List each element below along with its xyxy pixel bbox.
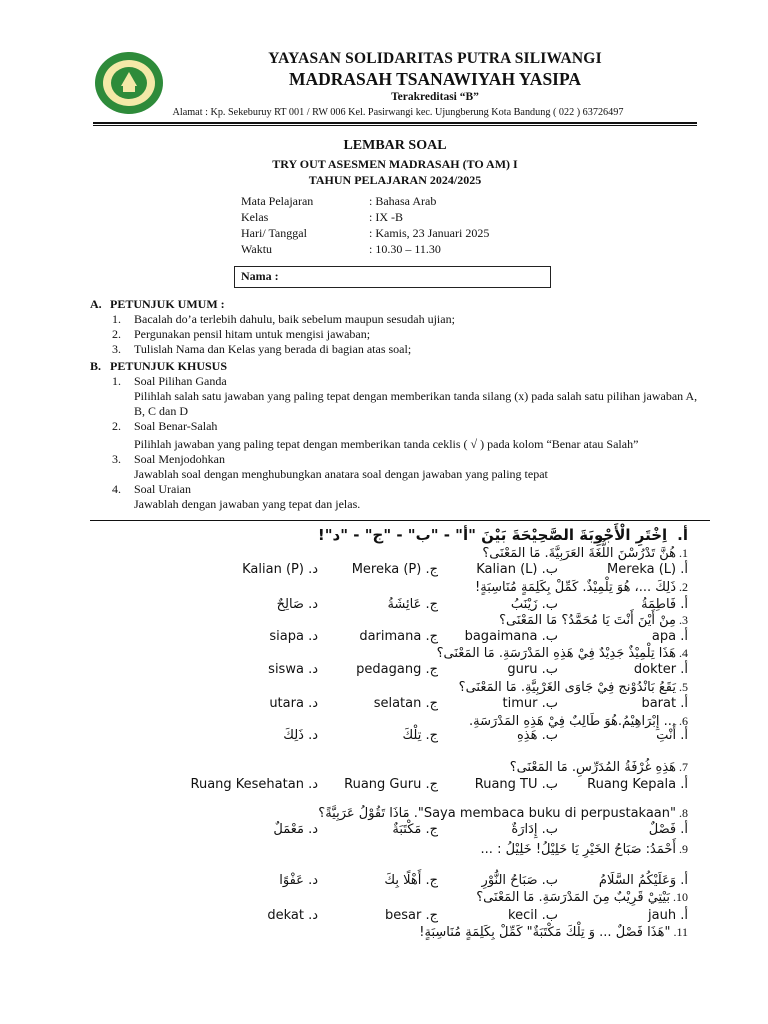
- question-number: 5.: [676, 680, 688, 694]
- question-body: يَقَعُ بَانْدُوْنج فِيْ جَاوَى الغَرْبِيَّةِ. مَا المَعْنَى؟: [458, 680, 676, 695]
- answer-option[interactable]: ج. selatan: [373, 696, 438, 711]
- list-item: 2. Soal Benar-Salah: [112, 419, 218, 433]
- answer-option[interactable]: ج. pedagang: [356, 662, 438, 677]
- answer-option[interactable]: د. siswa: [268, 662, 318, 677]
- answer-option[interactable]: ب. timur: [502, 696, 558, 711]
- answer-option[interactable]: ب. Ruang TU: [474, 777, 558, 792]
- doc-title: LEMBAR SOAL: [343, 138, 447, 153]
- question-body: "Saya membaca buku di perpustakaan". مَاذَا تَقُوْلُ عَرَبِيَّةً؟: [318, 806, 676, 821]
- specific-instructions: B. PETUNJUK KHUSUS 1. Soal Pilihan Ganda Pilihlah salah satu jawaban yang paling tepat dengan memberikan tanda silang (x) pada salah satu pilihan jawaban A, B, C dan D 2. Soal Benar-Salah Pilihlah jawaban yang paling tepat dengan memberikan tanda ceklis ( √ ) pada kolom “Benar atau Salah” 3. Soal Menjodohkan Jawablah soal dengan menghubungkan anatara soal dengan jawaban yang paling tepat 4. Soal Uraian Jawablah dengan jawaban yang tepat dan jelas.: [90, 359, 700, 512]
- info-row: Waktu : 10.30 – 11.30: [241, 242, 441, 256]
- question-number: 10.: [670, 890, 688, 904]
- answer-option[interactable]: ج. تِلْكَ: [402, 728, 438, 743]
- accreditation: Terakreditasi “B”: [391, 91, 479, 103]
- question-body: أَحْمَدُ: صَبَاحُ الخَيْرِ يَا خَلِيْلُ! خَلِيْلُ : ...: [480, 842, 676, 857]
- question-number: 4.: [676, 646, 688, 660]
- question-text: [475, 580, 688, 595]
- list-item: 3. Tulislah Nama dan Kelas yang berada di bagian atas soal;: [112, 342, 412, 356]
- answer-option[interactable]: أ. Ruang Kepala: [587, 777, 688, 792]
- answer-option[interactable]: د. Kalian (P): [242, 562, 318, 577]
- question-text: [318, 806, 688, 821]
- question-text: [481, 842, 688, 857]
- section-title: PETUNJUK KHUSUS: [110, 359, 228, 373]
- question-text: [459, 680, 688, 695]
- answer-option[interactable]: ج. Ruang Guru: [344, 777, 438, 792]
- answer-option[interactable]: ج. Mereka (P): [351, 562, 438, 577]
- answer-option[interactable]: ب. kecil: [508, 908, 558, 923]
- answer-option[interactable]: أ. barat: [641, 696, 688, 711]
- answer-option[interactable]: ج. عَائِشَةُ: [387, 597, 438, 612]
- header-divider: [93, 122, 697, 124]
- answer-option[interactable]: أ. أَنْتِ: [656, 728, 688, 743]
- question-body: هَذَا تِلْمِيْذٌ جَدِيْدٌ فِيْ هَذِهِ المَدْرَسَةِ. مَا المَعْنَى؟: [436, 646, 676, 661]
- school-name: MADRASAH TSANAWIYAH YASIPA: [288, 69, 582, 89]
- question-text: [476, 890, 688, 905]
- question-body: ... إِبْرَاهِيْمُ.هُوَ طَالِبٌ فِيْ هَذِهِ المَدْرَسَةِ.: [469, 714, 676, 729]
- answer-option[interactable]: د. ذَلِكَ: [283, 728, 318, 743]
- question-text: [482, 546, 688, 561]
- answer-option[interactable]: د. dekat: [267, 908, 318, 923]
- name-field[interactable]: Nama :: [234, 266, 551, 288]
- answer-option[interactable]: أ. jauh: [648, 908, 688, 923]
- question-number: 7.: [676, 760, 688, 774]
- question-text: [499, 613, 688, 628]
- question-number: 2.: [676, 580, 688, 594]
- info-row: Hari/ Tanggal : Kamis, 23 Januari 2025: [241, 226, 490, 240]
- question-body: بَيْتِيْ قَرِيْبٌ مِنَ المَدْرَسَةِ. مَا المَعْنَى؟: [476, 890, 670, 905]
- answer-option[interactable]: أ. Mereka (L): [607, 562, 688, 577]
- answer-option[interactable]: د. صَالِحٌ: [276, 597, 318, 612]
- answer-option[interactable]: د. مَعْمَلٌ: [273, 822, 318, 837]
- question-text: [437, 646, 688, 661]
- question-body: "هَذَا فَصْلٌ ... وَ تِلْكَ مَكْتَبَةٌ" كَمِّلْ بِكَلِمَةٍ مُنَاسِبَةٍ!: [419, 925, 671, 940]
- info-row: Mata Pelajaran : Bahasa Arab: [241, 194, 437, 208]
- answer-option[interactable]: أ. dokter: [633, 662, 688, 677]
- question-body: مِنْ أَيْنَ أَنْتَ يَا مُحَمَّدُ؟ مَا المَعْنَى؟: [499, 613, 676, 628]
- header-divider-thin: [93, 125, 697, 126]
- question-body: هُنَّ تَدْرُسْنَ اللُّغَةَ العَرَبِيَّةَ. مَا المَعْنَى؟: [482, 546, 676, 561]
- answer-option[interactable]: ج. أَهْلًا بِكَ: [384, 873, 438, 888]
- answer-option[interactable]: ج. darimana: [359, 629, 438, 644]
- answer-option[interactable]: ب. زَيْنَبُ: [510, 597, 558, 612]
- arabic-section-heading: أ.اِخْتَرِ الْأَجْوِبَةَ الصَّحِيْحَةَ بَيْنَ "أ" - "ب" - "ج" - "د"!: [317, 526, 688, 544]
- answer-option[interactable]: د. عَفْوًا: [279, 873, 318, 888]
- question-text: [469, 714, 688, 729]
- answer-option[interactable]: أ. apa: [651, 629, 688, 644]
- list-item: 2. Pergunakan pensil hitam untuk mengisi jawaban;: [112, 327, 371, 341]
- question-body: ذَلِكَ ...، هُوَ تِلْمِيْذٌ. كَمِّلْ بِكَلِمَةٍ مُنَاسِبَةٍ!: [475, 580, 676, 595]
- question-number: 1.: [676, 546, 688, 560]
- exam-title: TRY OUT ASESMEN MADRASAH (TO AM) I: [272, 157, 518, 171]
- question-number: 11.: [670, 925, 688, 939]
- answer-option[interactable]: د. Ruang Kesehatan: [190, 777, 318, 792]
- question-number: 9.: [676, 842, 688, 856]
- answer-option[interactable]: ب. Kalian (L): [476, 562, 558, 577]
- exam-info-table: [241, 193, 489, 257]
- question-text: [419, 925, 688, 940]
- question-body: هَذِهِ غُرْفَةُ المُدَرِّسِ. مَا المَعْنَى؟: [509, 760, 676, 775]
- answer-option[interactable]: د. siapa: [269, 629, 318, 644]
- answer-option[interactable]: ج. مَكْتَبَةٌ: [392, 822, 438, 837]
- section-divider: [90, 520, 710, 521]
- answer-option[interactable]: ب. صَبَاحُ النُّوْرِ: [481, 873, 558, 888]
- answer-option[interactable]: أ. فَاطِمَةُ: [641, 597, 688, 612]
- answer-option[interactable]: أ. وَعَلَيْكُمُ السَّلَامُ: [598, 873, 688, 888]
- section-title: PETUNJUK UMUM :: [110, 297, 225, 311]
- address: Alamat : Kp. Sekeburuy RT 001 / RW 006 Kel. Pasirwangi kec. Ujungberung Kota Bandung ( 022 ) 63726497: [172, 107, 624, 118]
- answer-option[interactable]: ب. guru: [507, 662, 558, 677]
- general-instructions: A. PETUNJUK UMUM : 1. Bacalah do’a terlebih dahulu, baik sebelum maupun sesudah ujian; 2. Pergunakan pensil hitam untuk mengisi jawaban; 3. Tulislah Nama dan Kelas yang berada di bagian atas soal;: [90, 297, 700, 357]
- list-item: 3. Soal Menjodohkan: [112, 452, 225, 466]
- answer-option[interactable]: ب. هَذِهِ: [517, 728, 558, 743]
- answer-option[interactable]: د. utara: [269, 696, 318, 711]
- info-row: Kelas : IX -B: [241, 210, 403, 224]
- list-item: 1. Soal Pilihan Ganda: [112, 374, 227, 388]
- question-text: [510, 760, 688, 775]
- list-item: 4. Soal Uraian: [112, 482, 191, 496]
- academic-year: TAHUN PELAJARAN 2024/2025: [308, 173, 482, 187]
- list-item: 1. Bacalah do’a terlebih dahulu, baik sebelum maupun sesudah ujian;: [112, 312, 455, 326]
- foundation-name: YAYASAN SOLIDARITAS PUTRA SILIWANGI: [268, 50, 602, 67]
- answer-option[interactable]: ج. besar: [385, 908, 438, 923]
- answer-option[interactable]: ب. إِدَارَةٌ: [511, 822, 558, 837]
- question-number: 8.: [676, 806, 688, 820]
- answer-option[interactable]: ب. bagaimana: [464, 629, 558, 644]
- question-number: 6.: [676, 714, 688, 728]
- answer-option[interactable]: أ. فَصْلٌ: [648, 822, 688, 837]
- question-number: 3.: [676, 613, 688, 627]
